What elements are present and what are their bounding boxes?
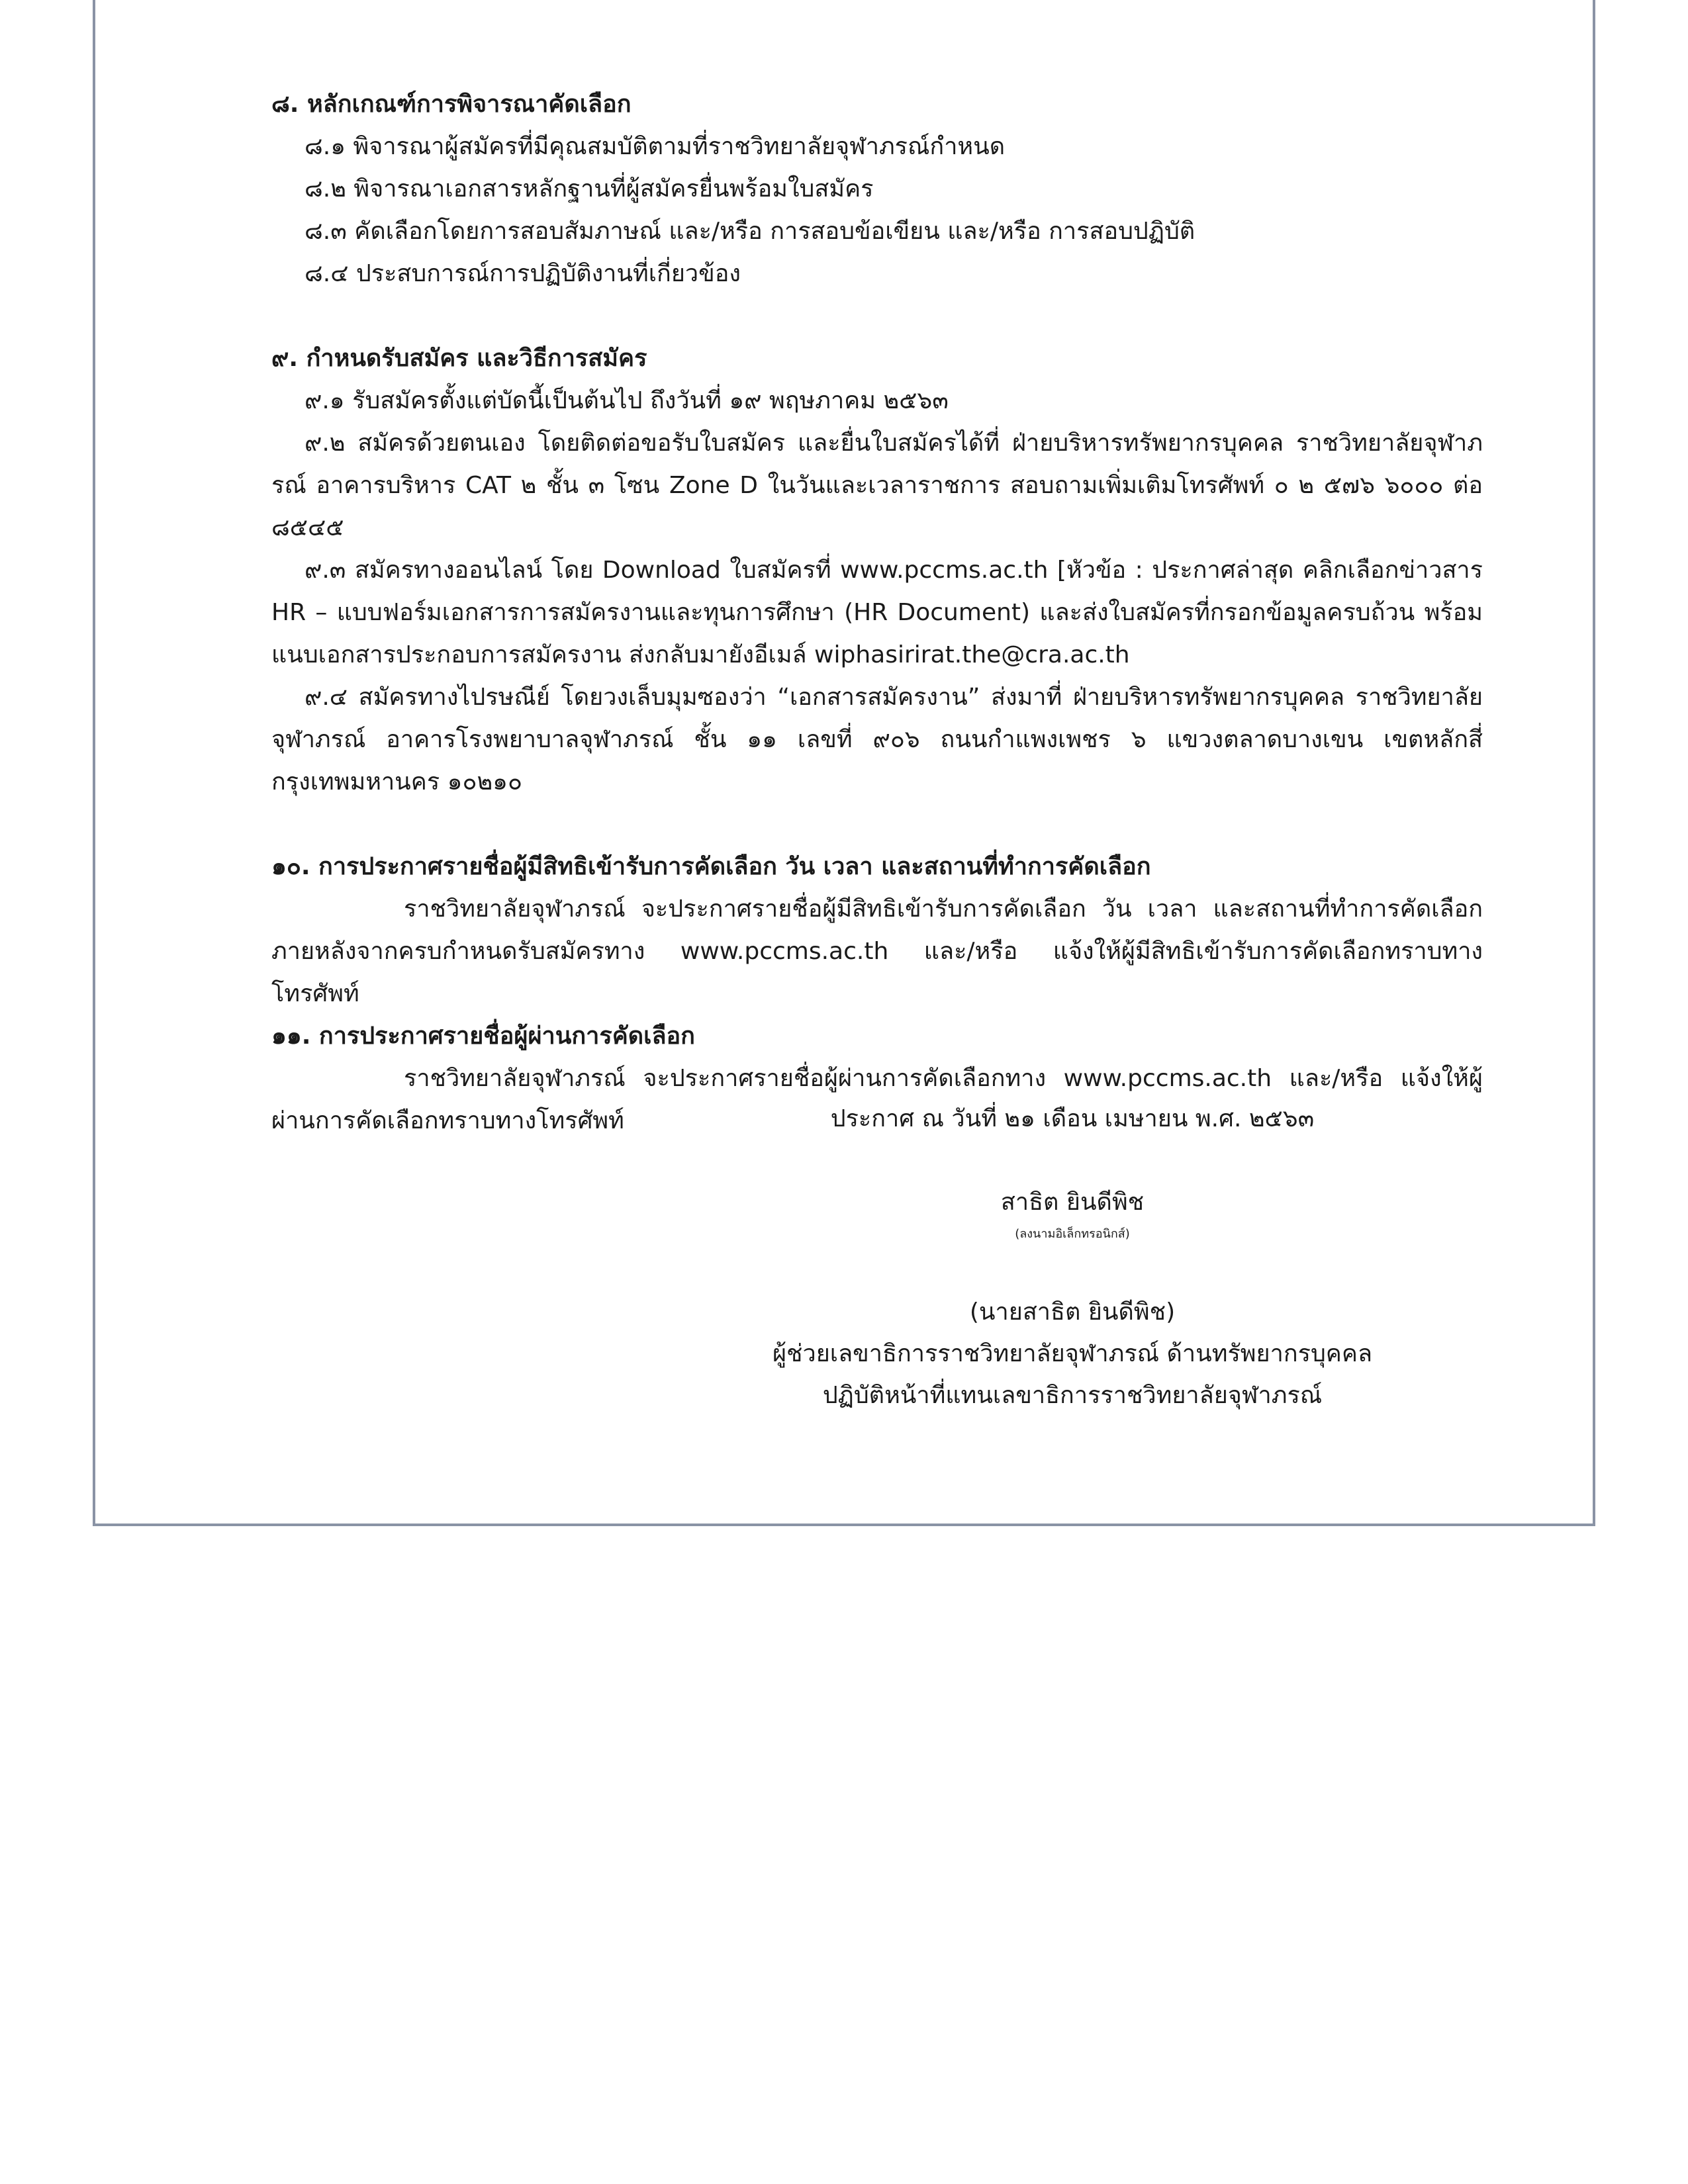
section-8-item-2: ๘.๒ พิจารณาเอกสารหลักฐานที่ผู้สมัครยื่นพร้อมใบสมัคร [305, 175, 874, 203]
section-9-item-4: ๙.๔ สมัครทางไปรษณีย์ โดยวงเล็บมุมซองว่า “เอกสารสมัครงาน” ส่งมาที่ ฝ่ายบริหารทรัพยากรบุคคล ราชวิทยาลัยจุฬาภรณ์ อาคารโรงพยาบาลจุฬาภรณ์ ชั้น ๑๑ เลขที่ ๙๐๖ ถนนกำแพงเพชร ๖ แขวงตลาดบางเขน เขตหลักสี่ กรุงเทพมหานคร ๑๐๒๑๐ [271, 684, 1483, 796]
spacer [271, 803, 1483, 846]
section-8-item-4: ๘.๔ ประสบการณ์การปฏิบัติงานที่เกี่ยวข้อง [305, 260, 741, 287]
section-9-heading: ๙. กำหนดรับสมัคร และวิธีการสมัคร [271, 345, 647, 372]
section-11-heading: ๑๑. การประกาศรายชื่อผู้ผ่านการคัดเลือก [271, 1023, 695, 1050]
spacer [271, 295, 1483, 338]
section-9-item-1: ๙.๑ รับสมัครตั้งแต่บัดนี้เป็นต้นไป ถึงวันที่ ๑๙ พฤษภาคม ๒๕๖๓ [305, 387, 949, 414]
section-10-heading: ๑๐. การประกาศรายชื่อผู้มีสิทธิเข้ารับการคัดเลือก วัน เวลา และสถานที่ทำการคัดเลือก [271, 853, 1151, 880]
section-9-item-3: ๙.๓ สมัครทางออนไลน์ โดย Download ใบสมัครที่ www.pccms.ac.th [หัวข้อ : ประกาศล่าสุด คลิกเลือกข่าวสาร HR – แบบฟอร์มเอกสารการสมัครงานและทุนการศึกษา (HR Document) และส่งใบสมัครที่กรอกข้อมูลครบถ้วน พร้อมแนบเอกสารประกอบการสมัครงาน ส่งกลับมายังอีเมล์ wiphasirirat.the@cra.ac.th [271, 557, 1483, 668]
section-10-body: ราชวิทยาลัยจุฬาภรณ์ จะประกาศรายชื่อผู้มีสิทธิเข้ารับการคัดเลือก วัน เวลา และสถานที่ทำการคัดเลือก ภายหลังจากครบกำหนดรับสมัครทาง www.pccms.ac.th และ/หรือ แจ้งให้ผู้มีสิทธิเข้ารับการคัดเลือกทราบทางโทรศัพท์ [271, 895, 1483, 1007]
section-8-heading: ๘. หลักเกณฑ์การพิจารณาคัดเลือก [271, 91, 632, 118]
electronic-signature-note: (ลงนามอิเล็กทรอนิกส์) [1015, 1227, 1130, 1241]
section-9-item-2: ๙.๒ สมัครด้วยตนเอง โดยติดต่อขอรับใบสมัคร และยื่นใบสมัครได้ที่ ฝ่ายบริหารทรัพยากรบุคคล ราชวิทยาลัยจุฬาภรณ์ อาคารบริหาร CAT ๒ ชั้น ๓ โซน Zone D ในวันและเวลาราชการ สอบถามเพิ่มเติมโทรศัพท์ ๐ ๒ ๕๗๖ ๖๐๐๐ ต่อ ๘๕๔๕ [271, 430, 1483, 541]
announcement-date: ประกาศ ณ วันที่ ๒๑ เดือน เมษายน พ.ศ. ๒๕๖๓ [830, 1105, 1315, 1132]
section-11-body: ราชวิทยาลัยจุฬาภรณ์ จะประกาศรายชื่อผู้ผ่านการคัดเลือกทาง www.pccms.ac.th และ/หรือ แจ้งให้ผู้ผ่านการคัดเลือกทราบทางโทรศัพท์ [271, 1065, 1483, 1134]
section-8-item-3: ๘.๓ คัดเลือกโดยการสอบสัมภาษณ์ และ/หรือ การสอบข้อเขียน และ/หรือ การสอบปฏิบัติ [305, 218, 1196, 245]
signer-title-line-1: ผู้ช่วยเลขาธิการราชวิทยาลัยจุฬาภรณ์ ด้านทรัพยากรบุคคล [772, 1340, 1373, 1367]
section-8-item-1: ๘.๑ พิจารณาผู้สมัครที่มีคุณสมบัติตามที่ราชวิทยาลัยจุฬาภรณ์กำหนด [305, 133, 1006, 160]
signer-full-name: (นายสาธิต ยินดีพิช) [969, 1298, 1176, 1326]
signer-title-line-2: ปฏิบัติหน้าที่แทนเลขาธิการราชวิทยาลัยจุฬาภรณ์ [822, 1382, 1323, 1409]
announcement-body [271, 83, 1483, 1142]
signer-name: สาธิต ยินดีพิช [1000, 1189, 1145, 1216]
